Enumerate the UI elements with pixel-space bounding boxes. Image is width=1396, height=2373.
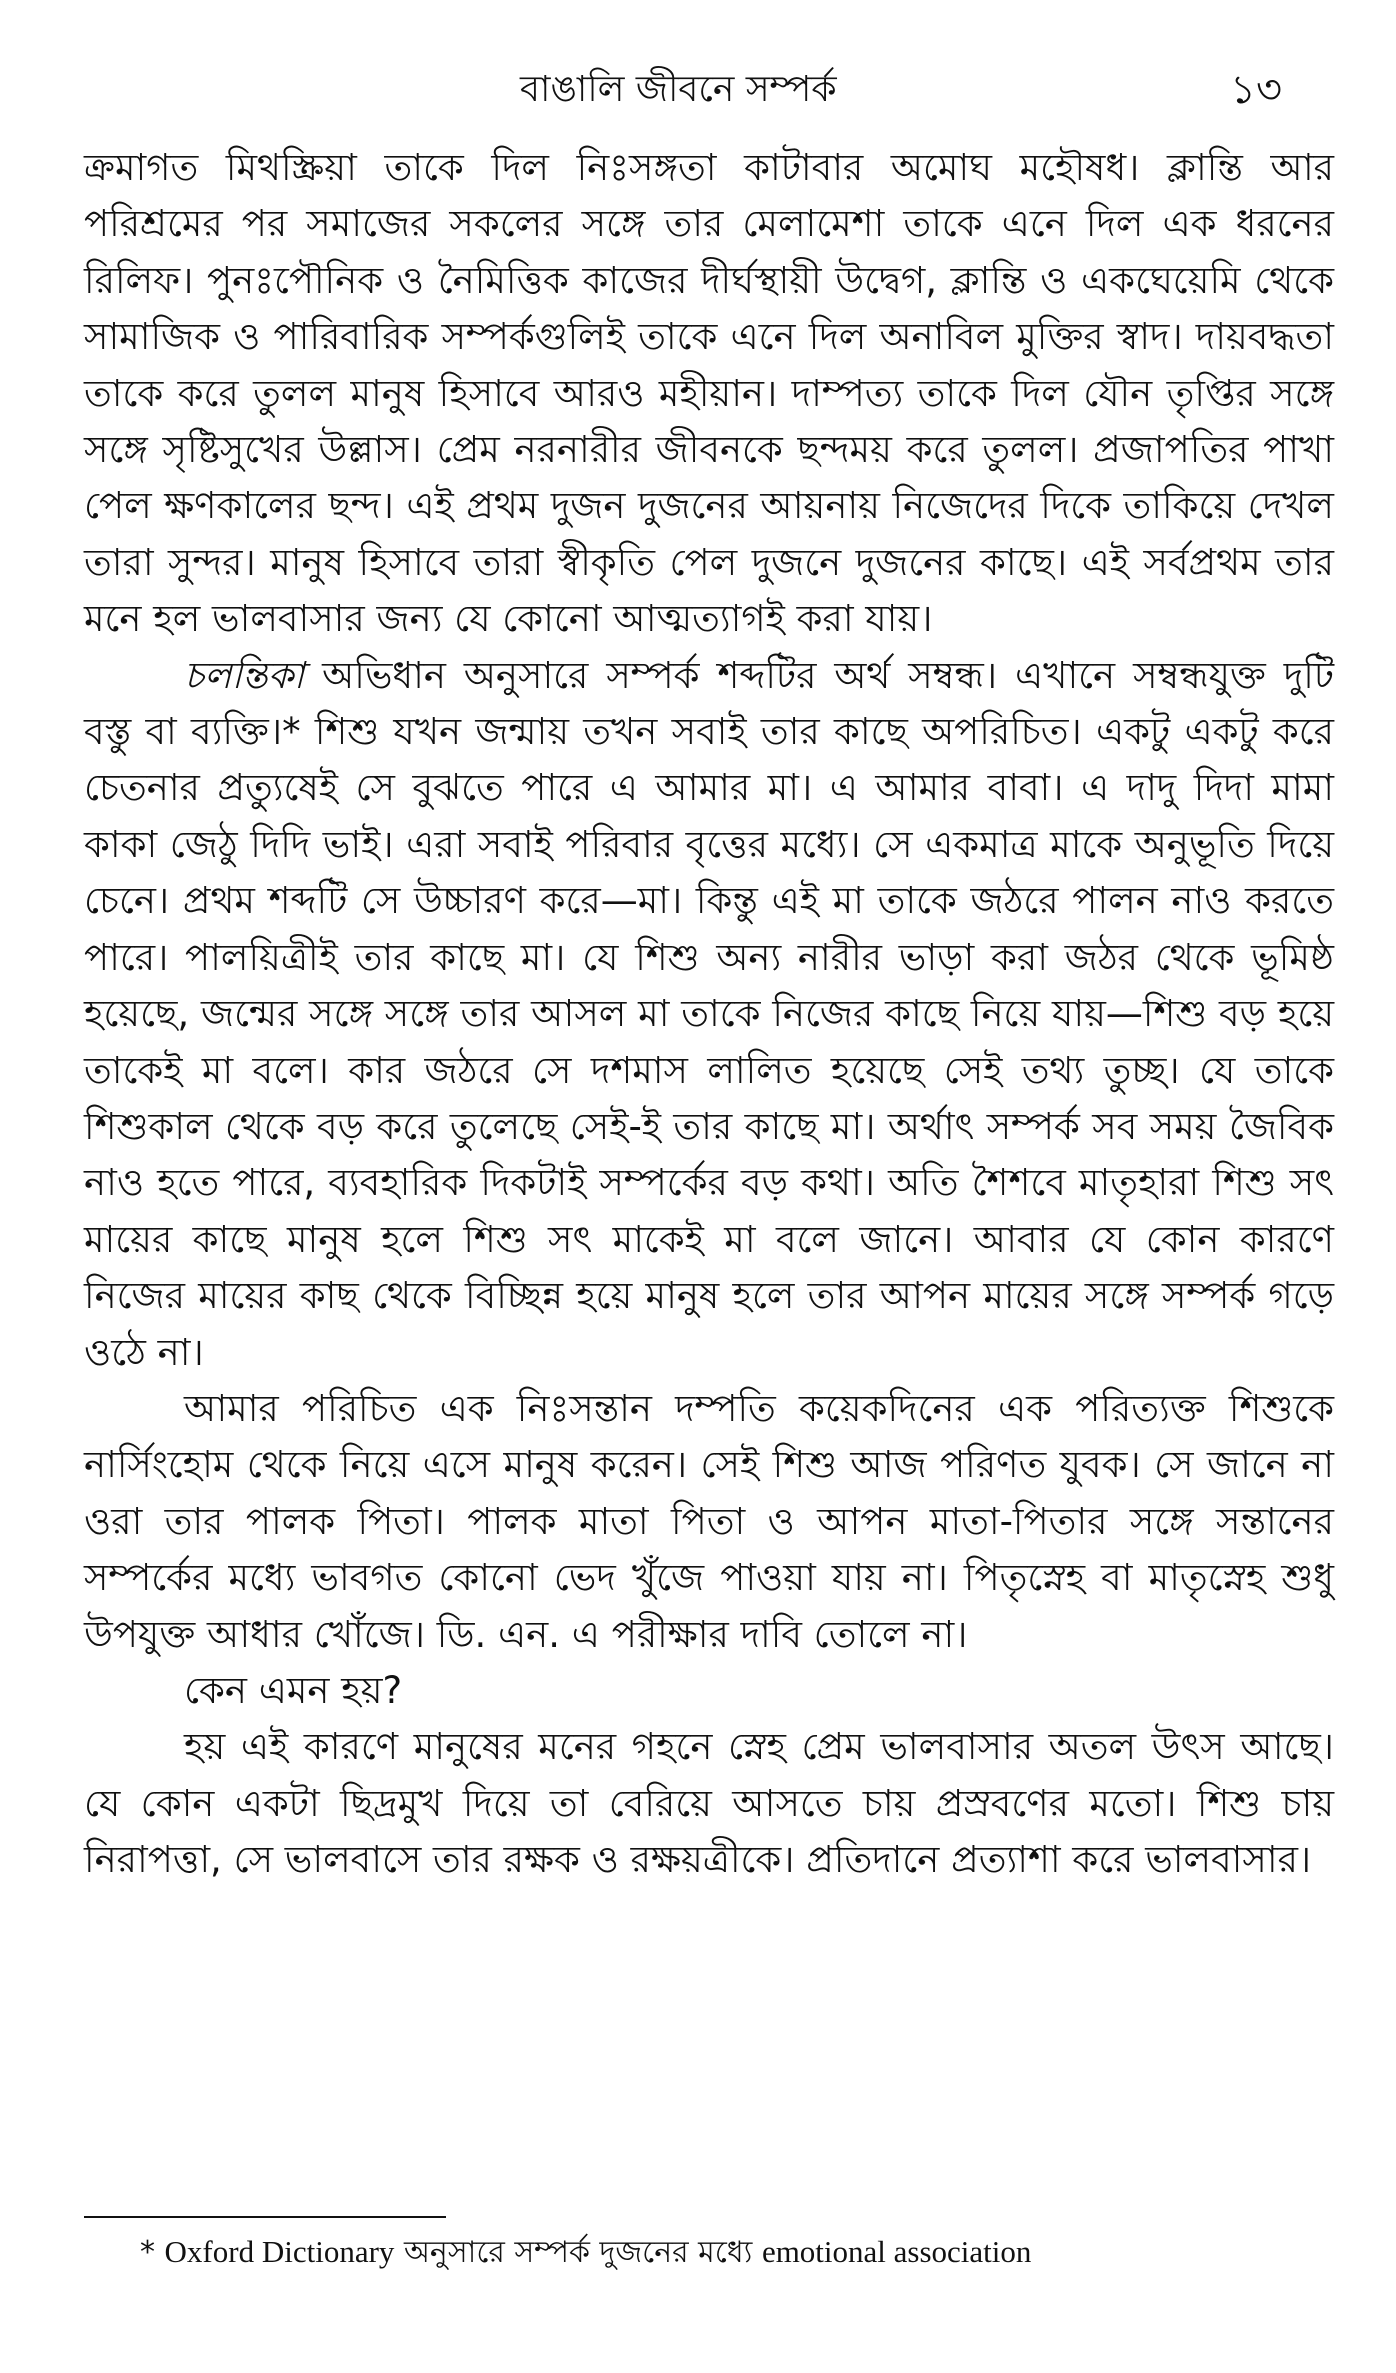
paragraph-question: কেন এমন হয়? bbox=[184, 1668, 403, 1712]
footnote-term: emotional association bbox=[761, 2234, 1032, 2269]
dictionary-name: চলন্তিকা bbox=[184, 653, 305, 697]
running-head bbox=[0, 60, 1396, 120]
footnote-source: Oxford Dictionary bbox=[164, 2234, 395, 2269]
footnote bbox=[140, 2230, 1290, 2275]
paragraph-2 bbox=[84, 648, 1334, 1381]
running-title: বাঙালি জীবনে সম্পর্ক bbox=[520, 69, 837, 110]
paragraph-3: আমার পরিচিত এক নিঃসন্তান দম্পতি কয়েকদিনের এক পরিত্যক্ত শিশুকে নার্সিংহোম থেকে নিয়ে এসে মানুষ করেন। সেই শিশু আজ পরিণত যুবক। সে জানে না ওরা তার পালক পিতা। পালক মাতা পিতা ও আপন মাতা-পিতার সঙ্গে সন্তানের সম্পর্কের মধ্যে ভাবগত কোনো ভেদ খুঁজে পাওয়া যায় না। পিতৃস্নেহ বা মাতৃস্নেহ শুধু উপযুক্ত আধার খোঁজে। ডি. এন. এ পরীক্ষার দাবি তোলে না। bbox=[84, 1386, 1334, 1656]
footnote-marker: * bbox=[140, 2235, 155, 2270]
footnote-rule bbox=[84, 2216, 446, 2218]
body-text bbox=[84, 140, 1334, 1889]
paragraph-4: হয় এই কারণে মানুষের মনের গহনে স্নেহ প্রেম ভালবাসার অতল উৎস আছে। যে কোন একটা ছিদ্রমুখ দিয়ে তা বেরিয়ে আসতে চায় প্রস্রবণের মতো। শিশু চায় নিরাপত্তা, সে ভালবাসে তার রক্ষক ও রক্ষয়ত্রীকে। প্রতিদানে প্রত্যাশা করে ভালবাসার। bbox=[84, 1725, 1334, 1882]
footnote-middle: অনুসারে সম্পর্ক দুজনের মধ্যে bbox=[403, 2235, 753, 2270]
page-number: ১৩ bbox=[1230, 67, 1282, 113]
paragraph-2-text: অভিধান অনুসারে সম্পর্ক শব্দটির অর্থ সম্বন্ধ। এখানে সম্বন্ধযুক্ত দুটি বস্তু বা ব্যক্তি।* শিশু যখন জন্মায় তখন সবাই তার কাছে অপরিচিত। একটু একটু করে চেতনার প্রত্যুষেই সে বুঝতে পারে এ আমার মা। এ আমার বাবা। এ দাদু দিদা মামা কাকা জেঠু দিদি ভাই। এরা সবাই পরিবার বৃত্তের মধ্যে। সে একমাত্র মাকে অনুভূতি দিয়ে চেনে। প্রথম শব্দটি সে উচ্চারণ করে—মা। কিন্তু এই মা তাকে জঠরে পালন নাও করতে পারে। পালয়িত্রীই তার কাছে মা। যে শিশু অন্য নারীর ভাড়া করা জঠর থেকে ভূমিষ্ঠ হয়েছে, জন্মের সঙ্গে সঙ্গে তার আসল মা তাকে নিজের কাছে নিয়ে যায়—শিশু বড় হয়ে তাকেই মা বলে। কার জঠরে সে দশমাস লালিত হয়েছে সেই তথ্য তুচ্ছ। যে তাকে শিশুকাল থেকে বড় করে তুলেছে সেই-ই তার কাছে মা। অর্থাৎ সম্পর্ক সব সময় জৈবিক নাও হতে পারে, ব্যবহারিক দিকটাই সম্পর্কের বড় কথা। অতি শৈশবে মাতৃহারা শিশু সৎ মায়ের কাছে মানুষ হলে শিশু সৎ মাকেই মা বলে জানে। আবার যে কোন কারণে নিজের মায়ের কাছ থেকে বিচ্ছিন্ন হয়ে মানুষ হলে তার আপন মায়ের সঙ্গে সম্পর্ক গড়ে ওঠে না। bbox=[84, 653, 1334, 1374]
paragraph-1: ক্রমাগত মিথস্ক্রিয়া তাকে দিল নিঃসঙ্গতা কাটাবার অমোঘ মহৌষধ। ক্লান্তি আর পরিশ্রমের পর সমাজের সকলের সঙ্গে তার মেলামেশা তাকে এনে দিল এক ধরনের রিলিফ। পুনঃপৌনিক ও নৈমিত্তিক কাজের দীর্ঘস্থায়ী উদ্বেগ, ক্লান্তি ও একঘেয়েমি থেকে সামাজিক ও পারিবারিক সম্পর্কগুলিই তাকে এনে দিল অনাবিল মুক্তির স্বাদ। দায়বদ্ধতা তাকে করে তুলল মানুষ হিসাবে আরও মহীয়ান। দাম্পত্য তাকে দিল যৌন তৃপ্তির সঙ্গে সঙ্গে সৃষ্টিসুখের উল্লাস। প্রেম নরনারীর জীবনকে ছন্দময় করে তুলল। প্রজাপতির পাখা পেল ক্ষণকালের ছন্দ। এই প্রথম দুজন দুজনের আয়নায় নিজেদের দিকে তাকিয়ে দেখল তারা সুন্দর। মানুষ হিসাবে তারা স্বীকৃতি পেল দুজনে দুজনের কাছে। এই সর্বপ্রথম তার মনে হল ভালবাসার জন্য যে কোনো আত্মত্যাগই করা যায়। bbox=[84, 146, 1334, 641]
